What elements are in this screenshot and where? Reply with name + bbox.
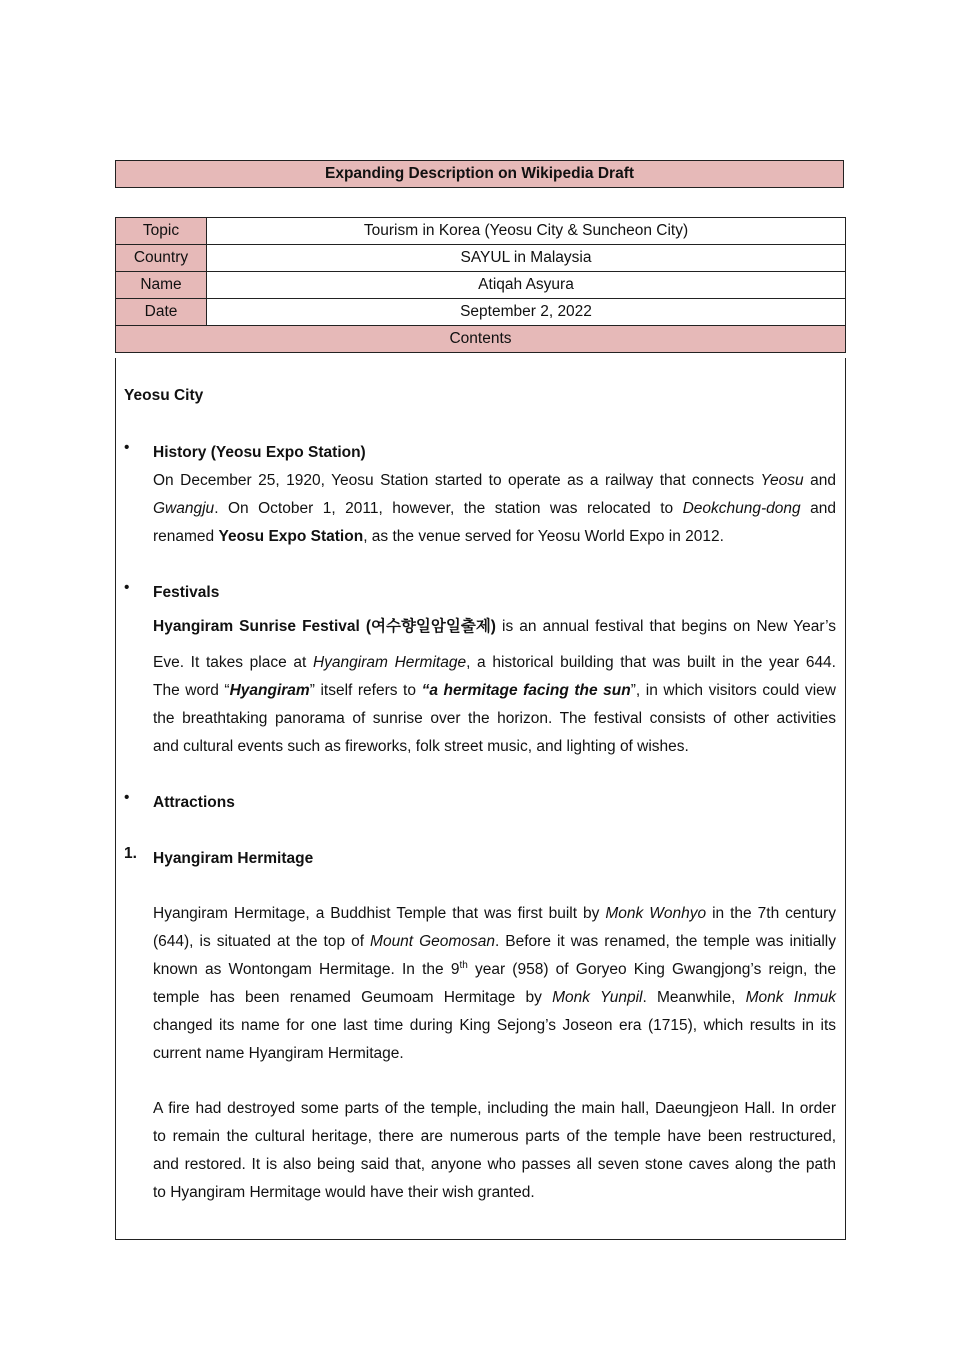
list-number: 1. [124, 845, 137, 862]
text-run: Yeosu Expo Station [218, 528, 364, 545]
text-run: and [800, 500, 837, 517]
text-run: The word “ [153, 682, 230, 699]
name-value: Atiqah Asyura [207, 272, 846, 299]
text-run: Yeosu [760, 472, 804, 489]
text-run: . Before it was renamed, the temple was initially [494, 933, 836, 950]
text-run: Hyangiram Hermitage [312, 654, 467, 671]
text-run: On December 25, 1920, Yeosu Station started to operate as a railway that connects [153, 472, 761, 489]
text-run: known as Wontongam Hermitage. In the 9 [153, 961, 460, 978]
text-run: Hyangiram Sunrise Festival (여수향일암일출제) [153, 618, 496, 635]
name-label: Name [116, 272, 207, 299]
attractions-heading: Attractions [153, 794, 235, 811]
table-row [116, 272, 846, 299]
text-run: th [459, 959, 468, 971]
topic-label: Topic [116, 218, 207, 245]
table-row [116, 245, 846, 272]
text-run: . On October 1, 2011, however, the station was relocated to [214, 500, 683, 517]
text-run: the breathtaking panorama of sunrise over the horizon. The festival consists of other activities [153, 710, 836, 727]
text-run: year (958) of Goryeo King Gwangjong’s reign, the [467, 961, 837, 978]
text-run: . Meanwhile, [642, 989, 746, 1006]
hermitage-paragraph-2 [153, 1095, 836, 1207]
text-run: Hyangiram [229, 682, 310, 699]
country-label: Country [116, 245, 207, 272]
text-run: temple has been renamed Geumoam Hermitage by [153, 989, 553, 1006]
document-title: Expanding Description on Wikipedia Draft [115, 160, 844, 188]
text-run: current name Hyangiram Hermitage. [153, 1045, 404, 1062]
text-run: to Hyangiram Hermitage would have their wish granted. [153, 1184, 535, 1201]
text-run: Monk Yunpil [552, 989, 643, 1006]
text-run: Eve. It takes place at [153, 654, 313, 671]
text-run: “a hermitage facing the sun [421, 682, 631, 699]
text-run: Deokchung-dong [682, 500, 801, 517]
text-run: is an annual festival that begins on New Year’s [495, 618, 836, 635]
history-paragraph [153, 467, 836, 551]
bullet-icon: • [124, 579, 130, 596]
text-run: and restored. It is also being said that, anyone who passes all seven stone caves along the path [153, 1156, 836, 1173]
hermitage-paragraph-1 [153, 900, 836, 1068]
festivals-heading: Festivals [153, 584, 220, 601]
table-row [116, 299, 846, 326]
text-run: and [803, 472, 836, 489]
text-run: changed its name for one last time during King Sejong’s Joseon era (1715), which results in its [153, 1017, 836, 1034]
hermitage-heading: Hyangiram Hermitage [153, 850, 314, 867]
date-value: September 2, 2022 [207, 299, 846, 326]
text-run: , a historical building that was built in the year 644. [466, 654, 836, 671]
text-run: and cultural events such as fireworks, folk street music, and lighting of wishes. [153, 738, 689, 755]
topic-value: Tourism in Korea (Yeosu City & Suncheon City) [207, 218, 846, 245]
text-run: Monk Wonhyo [605, 905, 707, 922]
contents-header: Contents [116, 326, 846, 353]
table-row [116, 326, 846, 353]
text-run: renamed [153, 528, 219, 545]
festivals-paragraph [153, 613, 836, 761]
text-run: in the 7th century [706, 905, 836, 922]
table-row [116, 218, 846, 245]
country-value: SAYUL in Malaysia [207, 245, 846, 272]
text-run: ”, in which visitors could view [630, 682, 836, 699]
text-run: Hyangiram Hermitage, a Buddhist Temple that was first built by [153, 905, 606, 922]
text-run: Mount Geomosan [370, 933, 495, 950]
text-run: A fire had destroyed some parts of the temple, including the main hall, Daeungjeon Hall. In order [153, 1100, 836, 1117]
text-run: to remain the cultural heritage, there are numerous parts of the temple have been restructured, [153, 1128, 836, 1145]
text-run: Gwangju [153, 500, 215, 517]
bullet-icon: • [124, 439, 130, 456]
info-table [115, 217, 846, 353]
text-run: Monk Inmuk [745, 989, 836, 1006]
section-title: Yeosu City [124, 387, 204, 404]
bullet-icon: • [124, 789, 130, 806]
date-label: Date [116, 299, 207, 326]
text-run: ” itself refers to [309, 682, 422, 699]
history-heading: History (Yeosu Expo Station) [153, 444, 366, 461]
text-run: (644), is situated at the top of [153, 933, 371, 950]
text-run: , as the venue served for Yeosu World Expo in 2012. [363, 528, 724, 545]
